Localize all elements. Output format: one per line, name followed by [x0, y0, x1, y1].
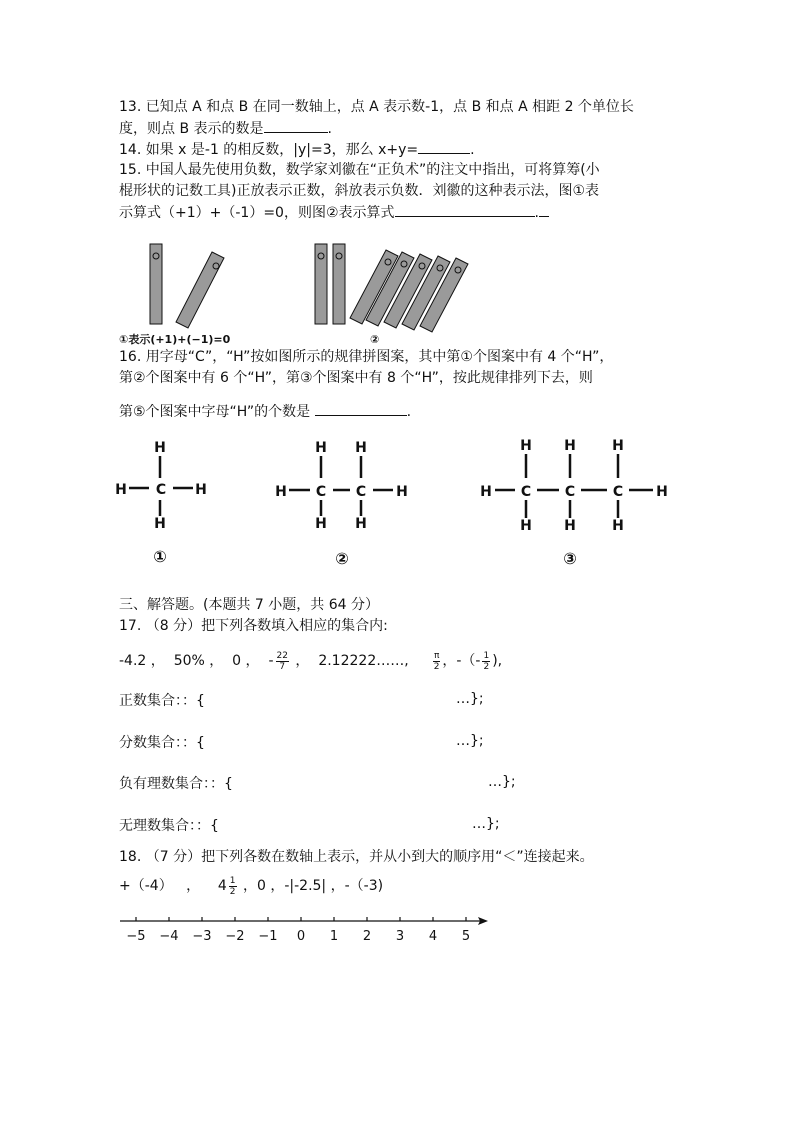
q13-line2	[119, 118, 332, 139]
q13-text: 度，则点 B 表示的数是	[119, 121, 264, 137]
number-line	[118, 912, 490, 946]
q14-end: .	[470, 142, 475, 158]
q15-line3	[119, 202, 549, 223]
number-line-tick-label: 1	[329, 929, 339, 944]
q16-line2: 第②个图案中有 6 个“H”，第③个图案中有 8 个“H”，按此规律排列下去，则	[119, 370, 593, 386]
q13-end: .	[327, 121, 332, 137]
q17-n7-suffix: ),	[492, 653, 503, 669]
q17-n4-fraction	[276, 651, 289, 672]
number-line-tick-label: −4	[159, 929, 179, 944]
set-positive-end: …};	[456, 691, 484, 707]
atom-h: H	[564, 438, 576, 454]
q15-blank-tail	[539, 202, 549, 217]
q17-n4-sign: -	[268, 653, 274, 669]
rods-fig2-caption: ②	[370, 333, 380, 346]
section3-title: 三、解答题。(本题共 7 小题，共 64 分）	[119, 597, 379, 613]
q17-n6-fraction	[433, 651, 440, 672]
atom-h: H	[315, 440, 327, 456]
atom-h: H	[355, 440, 367, 456]
q18-rest: ，0 ，-|-2.5| ，-（-3)	[242, 878, 384, 894]
q17-sep: ，	[295, 653, 310, 669]
atom-c: C	[355, 484, 367, 500]
q16-text: 第⑤个图案中字母“H”的个数是	[119, 404, 311, 420]
q15-line1: 15. 中国人最先使用负数，数学家刘徽在“正负术”的注文中指出，可将算筹(小	[119, 162, 600, 178]
q17-numbers	[119, 648, 502, 674]
pattern-label-1: ①	[153, 547, 167, 566]
q17-sep: ，	[209, 653, 224, 669]
set-irrational-end: …};	[472, 816, 500, 832]
q18-title: 18. （7 分）把下列各数在数轴上表示，并从小到大的顺序用“＜”连接起来。	[119, 849, 594, 865]
atom-h: H	[315, 516, 327, 532]
q17-n6-den: 2	[433, 661, 440, 672]
upright-rod	[333, 244, 345, 324]
atom-h: H	[564, 518, 576, 534]
pattern-label-2: ②	[335, 549, 349, 568]
atom-h: H	[355, 516, 367, 532]
q18-n1: +（-4）	[119, 878, 173, 894]
set-fraction-label: 分数集合：：{	[119, 735, 205, 751]
q17-n1: -4.2	[119, 653, 147, 669]
q18-n2-fraction	[229, 876, 237, 897]
q17-n4-den: 7	[279, 661, 286, 672]
q17-n4-num: 22	[276, 650, 288, 661]
pattern-label-3: ③	[563, 549, 577, 568]
q18-n2-whole: 4	[217, 878, 227, 894]
atom-h: H	[520, 438, 532, 454]
q17-n7-den: 2	[483, 661, 490, 672]
q18-sep1: ，	[186, 878, 201, 894]
atom-h: H	[195, 482, 207, 498]
number-line-tick-label: 4	[428, 929, 438, 944]
molecule-pattern-figure	[105, 430, 685, 580]
upright-rod	[315, 244, 327, 324]
atom-h: H	[154, 516, 166, 532]
q15-line2: 棍形状的记数工具)正放表示正数，斜放表示负数．刘徽的这种表示法，图①表	[119, 183, 600, 199]
atom-h: H	[480, 484, 492, 500]
q16-answer-blank[interactable]	[315, 401, 407, 416]
atom-c: C	[612, 484, 624, 500]
number-line-tick-label: −2	[225, 929, 245, 944]
q18-numbers	[119, 874, 383, 898]
rods-fig1-caption: ①表示(+1)+(−1)=0	[119, 333, 231, 346]
number-line-tick-label: −1	[258, 929, 278, 944]
q17-n7-prefix: ，-（-	[442, 653, 481, 669]
atom-h: H	[612, 438, 624, 454]
set-neg-rational-label: 负有理数集合：：{	[119, 776, 233, 792]
number-line-tick-label: 3	[395, 929, 405, 944]
atom-h: H	[612, 518, 624, 534]
q18-n2-den: 2	[229, 886, 236, 897]
atom-c: C	[155, 482, 167, 498]
atom-c: C	[520, 484, 532, 500]
number-line-tick-label: −3	[192, 929, 212, 944]
set-positive-label: 正数集合：：{	[119, 693, 205, 709]
number-line-tick-label: 5	[461, 929, 471, 944]
q17-n7-fraction	[482, 651, 490, 672]
q17-sep: ，	[150, 653, 165, 669]
q13-answer-blank[interactable]	[264, 118, 328, 133]
q17-n7-num: 1	[483, 650, 490, 661]
q16-line1: 16. 用字母“C”，“H”按如图所示的规律拼图案，其中第①个图案中有 4 个“H”，	[119, 349, 614, 365]
q16-line3	[119, 401, 411, 422]
atom-h: H	[396, 484, 408, 500]
atom-c: C	[564, 484, 576, 500]
atom-c: C	[315, 484, 327, 500]
q17-n6-num: π	[433, 650, 440, 661]
set-fraction-end: …};	[456, 733, 484, 749]
upright-rod	[150, 244, 162, 324]
atom-h: H	[275, 484, 287, 500]
q18-n2-num: 1	[229, 875, 236, 886]
q14-line	[119, 139, 475, 160]
q17-n2: 50%	[173, 653, 205, 669]
q17-title: 17. （8 分）把下列各数填入相应的集合内:	[119, 618, 388, 634]
set-neg-rational-end: …};	[488, 774, 516, 790]
atom-h: H	[520, 518, 532, 534]
q15-answer-blank[interactable]	[395, 202, 535, 217]
number-line-tick-label: −5	[126, 929, 146, 944]
q17-sep: ，	[245, 653, 260, 669]
atom-h: H	[115, 482, 127, 498]
set-irrational-label: 无理数集合：：{	[119, 818, 219, 834]
q17-n5: 2.12222……,	[318, 653, 409, 669]
atom-h: H	[656, 484, 668, 500]
number-line-tick-label: 0	[296, 929, 306, 944]
q15-end: .	[534, 205, 539, 221]
q16-end: .	[406, 404, 412, 420]
q13-line1: 13. 已知点 A 和点 B 在同一数轴上，点 A 表示数-1，点 B 和点 A 相距 2 个单位长	[119, 99, 634, 115]
q14-answer-blank[interactable]	[418, 139, 470, 154]
q15-text: 示算式（+1）+（-1）=0，则图②表示算式	[119, 205, 395, 221]
q14-text: 14. 如果 x 是-1 的相反数，|y|=3，那么 x+y=	[119, 142, 419, 158]
atom-h: H	[154, 440, 166, 456]
number-line-tick-label: 2	[362, 929, 372, 944]
q17-n3: 0	[232, 653, 242, 669]
